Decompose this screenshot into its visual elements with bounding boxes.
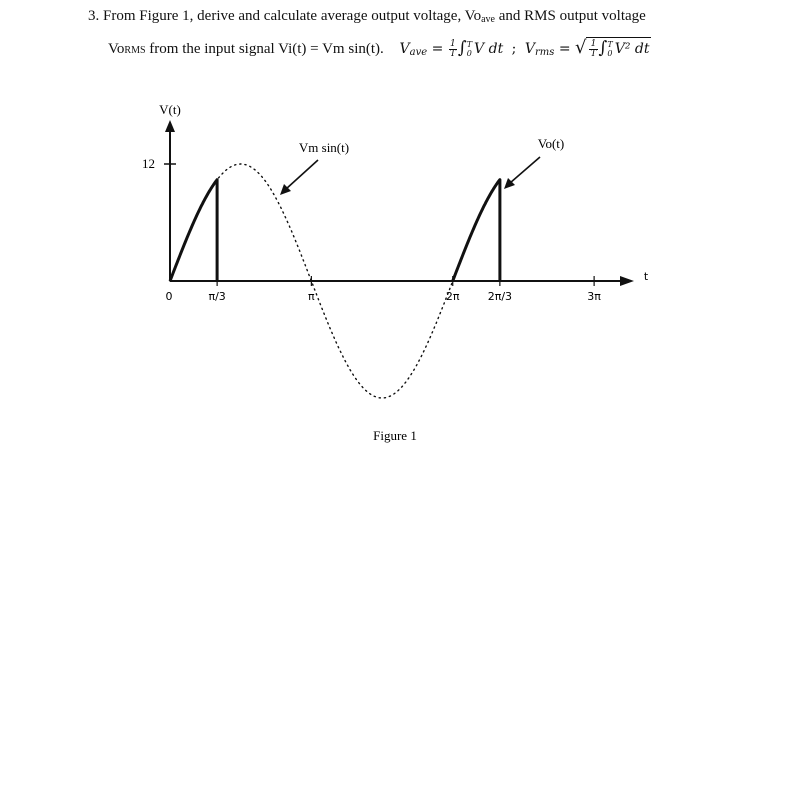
question-text-1-tail: and RMS output voltage <box>494 8 646 24</box>
formula-eq-1: = <box>431 41 444 57</box>
upper-limit-2: T <box>607 40 613 49</box>
formula-rms-sub: rms <box>534 47 555 58</box>
integral-sign-2: ∫ <box>598 38 608 58</box>
question-text-1: From Figure 1, derive and calculate average output voltage, Vo <box>103 8 482 24</box>
y-axis-arrow <box>165 120 175 132</box>
frac-num-1: 1 <box>449 38 456 49</box>
formula-eq-2: = <box>558 41 571 57</box>
series-vo-pulse-2 <box>453 180 500 281</box>
x-tick-label: 2π <box>445 290 460 303</box>
x-tick-label: 3π <box>587 290 601 303</box>
frac-den-2: T <box>590 48 597 59</box>
x-axis-label: t <box>643 270 649 283</box>
formula-rms-body: V² dt <box>614 41 650 57</box>
annotation-vm-sin: Vm sin(t) <box>298 140 350 155</box>
series-vo-pulse-1 <box>170 180 217 281</box>
x-tick-label: 2π/3 <box>487 290 513 303</box>
vo-ave-subscript: ave <box>481 14 495 25</box>
x-tick-label: π <box>308 290 315 303</box>
formula-rms-lhs: V <box>524 41 535 57</box>
frac-den-1: T <box>449 48 456 59</box>
formula-ave-lhs: V <box>399 41 410 57</box>
question-number: 3. <box>88 8 100 24</box>
annotation-vo: Vo(t) <box>537 136 565 151</box>
y-axis-label: V(t) <box>159 102 181 117</box>
integral-sign-1: ∫ <box>457 38 467 58</box>
formula-ave-body: V dt <box>474 41 504 57</box>
annotation-vo-arrow-line <box>510 157 540 183</box>
frac-num-2: 1 <box>590 38 597 49</box>
x-tick-label: π/3 <box>208 290 226 303</box>
sqrt-symbol: √ <box>575 37 587 58</box>
lower-limit-2: 0 <box>607 49 613 58</box>
annotation-vm-sin-arrow-line <box>286 160 318 189</box>
upper-limit-1: T <box>466 40 473 49</box>
question-text-2: from the input signal Vi(t) = Vm sin(t). <box>145 41 384 57</box>
x-axis-arrow <box>620 276 634 286</box>
formula-separator: ; <box>511 41 517 57</box>
y-tick-label: 12 <box>142 156 155 171</box>
vorms-prefix: Vo <box>108 41 125 57</box>
x-tick-label: 0 <box>165 290 173 303</box>
formula-ave-sub: ave <box>409 47 428 58</box>
lower-limit-1: 0 <box>466 49 472 58</box>
figure-caption: Figure 1 <box>373 428 417 443</box>
vorms-subscript: RMS <box>124 45 146 56</box>
